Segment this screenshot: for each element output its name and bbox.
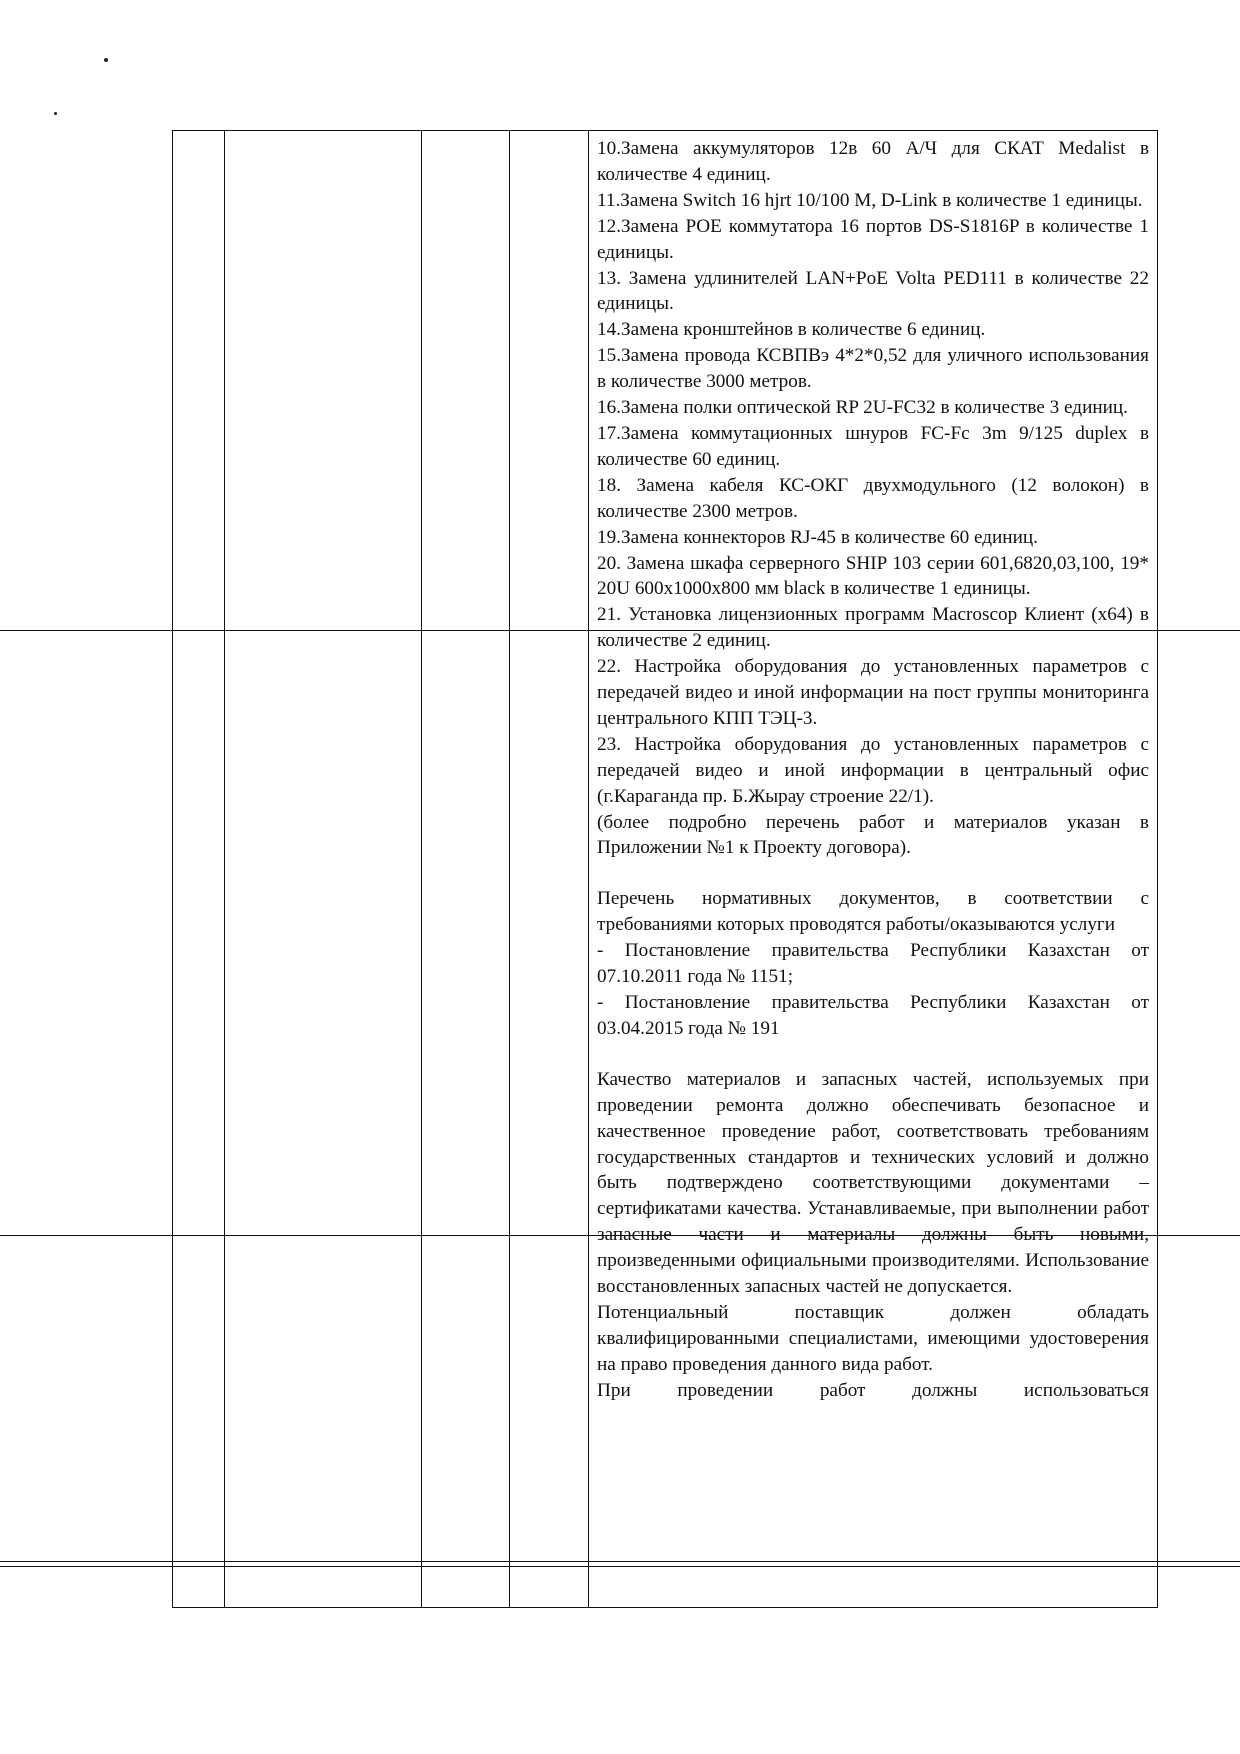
quality-paragraph: Качество материалов и запасных частей, используемых при проведении ремонта должно обеспечивать безопасное и качественное проведение работ, соответствовать требованиям государственных стандартов и технических условий и должно быть подтверждено соответствующими документами – сертификатами качества. Устанавливаемые, при выполнении работ запасные части и материалы должны быть новыми, произведенными официальными производителями. Использование восстановленных запасных частей не допускается.: [597, 1068, 1149, 1298]
scan-speck: [104, 58, 108, 62]
double-rule-top: [0, 1561, 1240, 1562]
staff-paragraph: Потенциальный поставщик должен обладать квалифицированными специалистами, имеющими удостоверения на право проведения данного вида работ.: [597, 1301, 1149, 1375]
double-rule-bottom: [0, 1566, 1240, 1567]
norm-item: - Постановление правительства Республики Казахстан от 03.04.2015 года № 191: [597, 992, 1149, 1039]
work-item: 22. Настройка оборудования до установленных параметров с передачей видео и иной информации на пост группы мониторинга центрального КПП ТЭЦ-3.: [597, 656, 1149, 729]
table-column-divider: [224, 130, 225, 1608]
work-item: 19.Замена коннекторов RJ-45 в количестве 60 единиц.: [597, 526, 1038, 548]
table-column-divider: [588, 130, 589, 1608]
norm-item: - Постановление правительства Республики Казахстан от 07.10.2011 года № 1151;: [597, 940, 1149, 988]
work-item: 16.Замена полки оптической RP 2U-FC32 в количестве 3 единиц.: [597, 397, 1128, 419]
work-item: 14.Замена кронштейнов в количестве 6 единиц.: [597, 319, 986, 341]
table-border-top: [172, 130, 1158, 131]
requirements-cell: [597, 136, 1149, 1404]
table-border-left: [172, 130, 173, 1608]
table-column-divider: [421, 130, 422, 1608]
work-item: 18. Замена кабеля КС-ОКГ двухмодульного (12 волокон) в количестве 2300 метров.: [597, 474, 1149, 522]
work-item: 21. Установка лицензионных программ Macroscop Клиент (x64) в количестве 2 единиц.: [597, 604, 1149, 652]
work-item-note: (более подробно перечень работ и материалов указан в Приложении №1 к Проекту договора).: [597, 811, 1149, 859]
work-item: 20. Замена шкафа серверного SHIP 103 серии 601,6820,03,100, 19* 20U 600x1000x800 мм black в количестве 1 единицы.: [597, 552, 1149, 600]
table-border-bottom: [172, 1607, 1158, 1608]
work-item: 13. Замена удлинителей LAN+PoE Volta PED111 в количестве 22 единицы.: [597, 267, 1149, 315]
work-item: 17.Замена коммутационных шнуров FC-Fc 3m 9/125 duplex в количестве 60 единиц.: [597, 422, 1149, 470]
work-item: 23. Настройка оборудования до установленных параметров с передачей видео и иной информации в центральный офис (г.Караганда пр. Б.Жырау строение 22/1).: [597, 733, 1149, 807]
work-item: 11.Замена Switch 16 hjrt 10/100 M, D-Link в количестве 1 единицы.: [597, 189, 1143, 211]
work-item: 10.Замена аккумуляторов 12в 60 А/Ч для СКАТ Medalist в количестве 4 единиц.: [597, 138, 1149, 185]
work-item: 12.Замена POE коммутатора 16 портов DS-S1816P в количестве 1 единицы.: [597, 215, 1149, 263]
norms-intro: Перечень нормативных документов, в соответствии с требованиями которых проводятся работы/оказываются услуги: [597, 888, 1149, 936]
table-border-right: [1157, 130, 1158, 1608]
work-item: 15.Замена провода КСВПВэ 4*2*0,52 для уличного использования в количестве 3000 метров.: [597, 345, 1149, 393]
scan-speck: [54, 112, 57, 115]
table-column-divider: [509, 130, 510, 1608]
last-line: При проведении работ должны использоваться: [597, 1379, 1149, 1401]
